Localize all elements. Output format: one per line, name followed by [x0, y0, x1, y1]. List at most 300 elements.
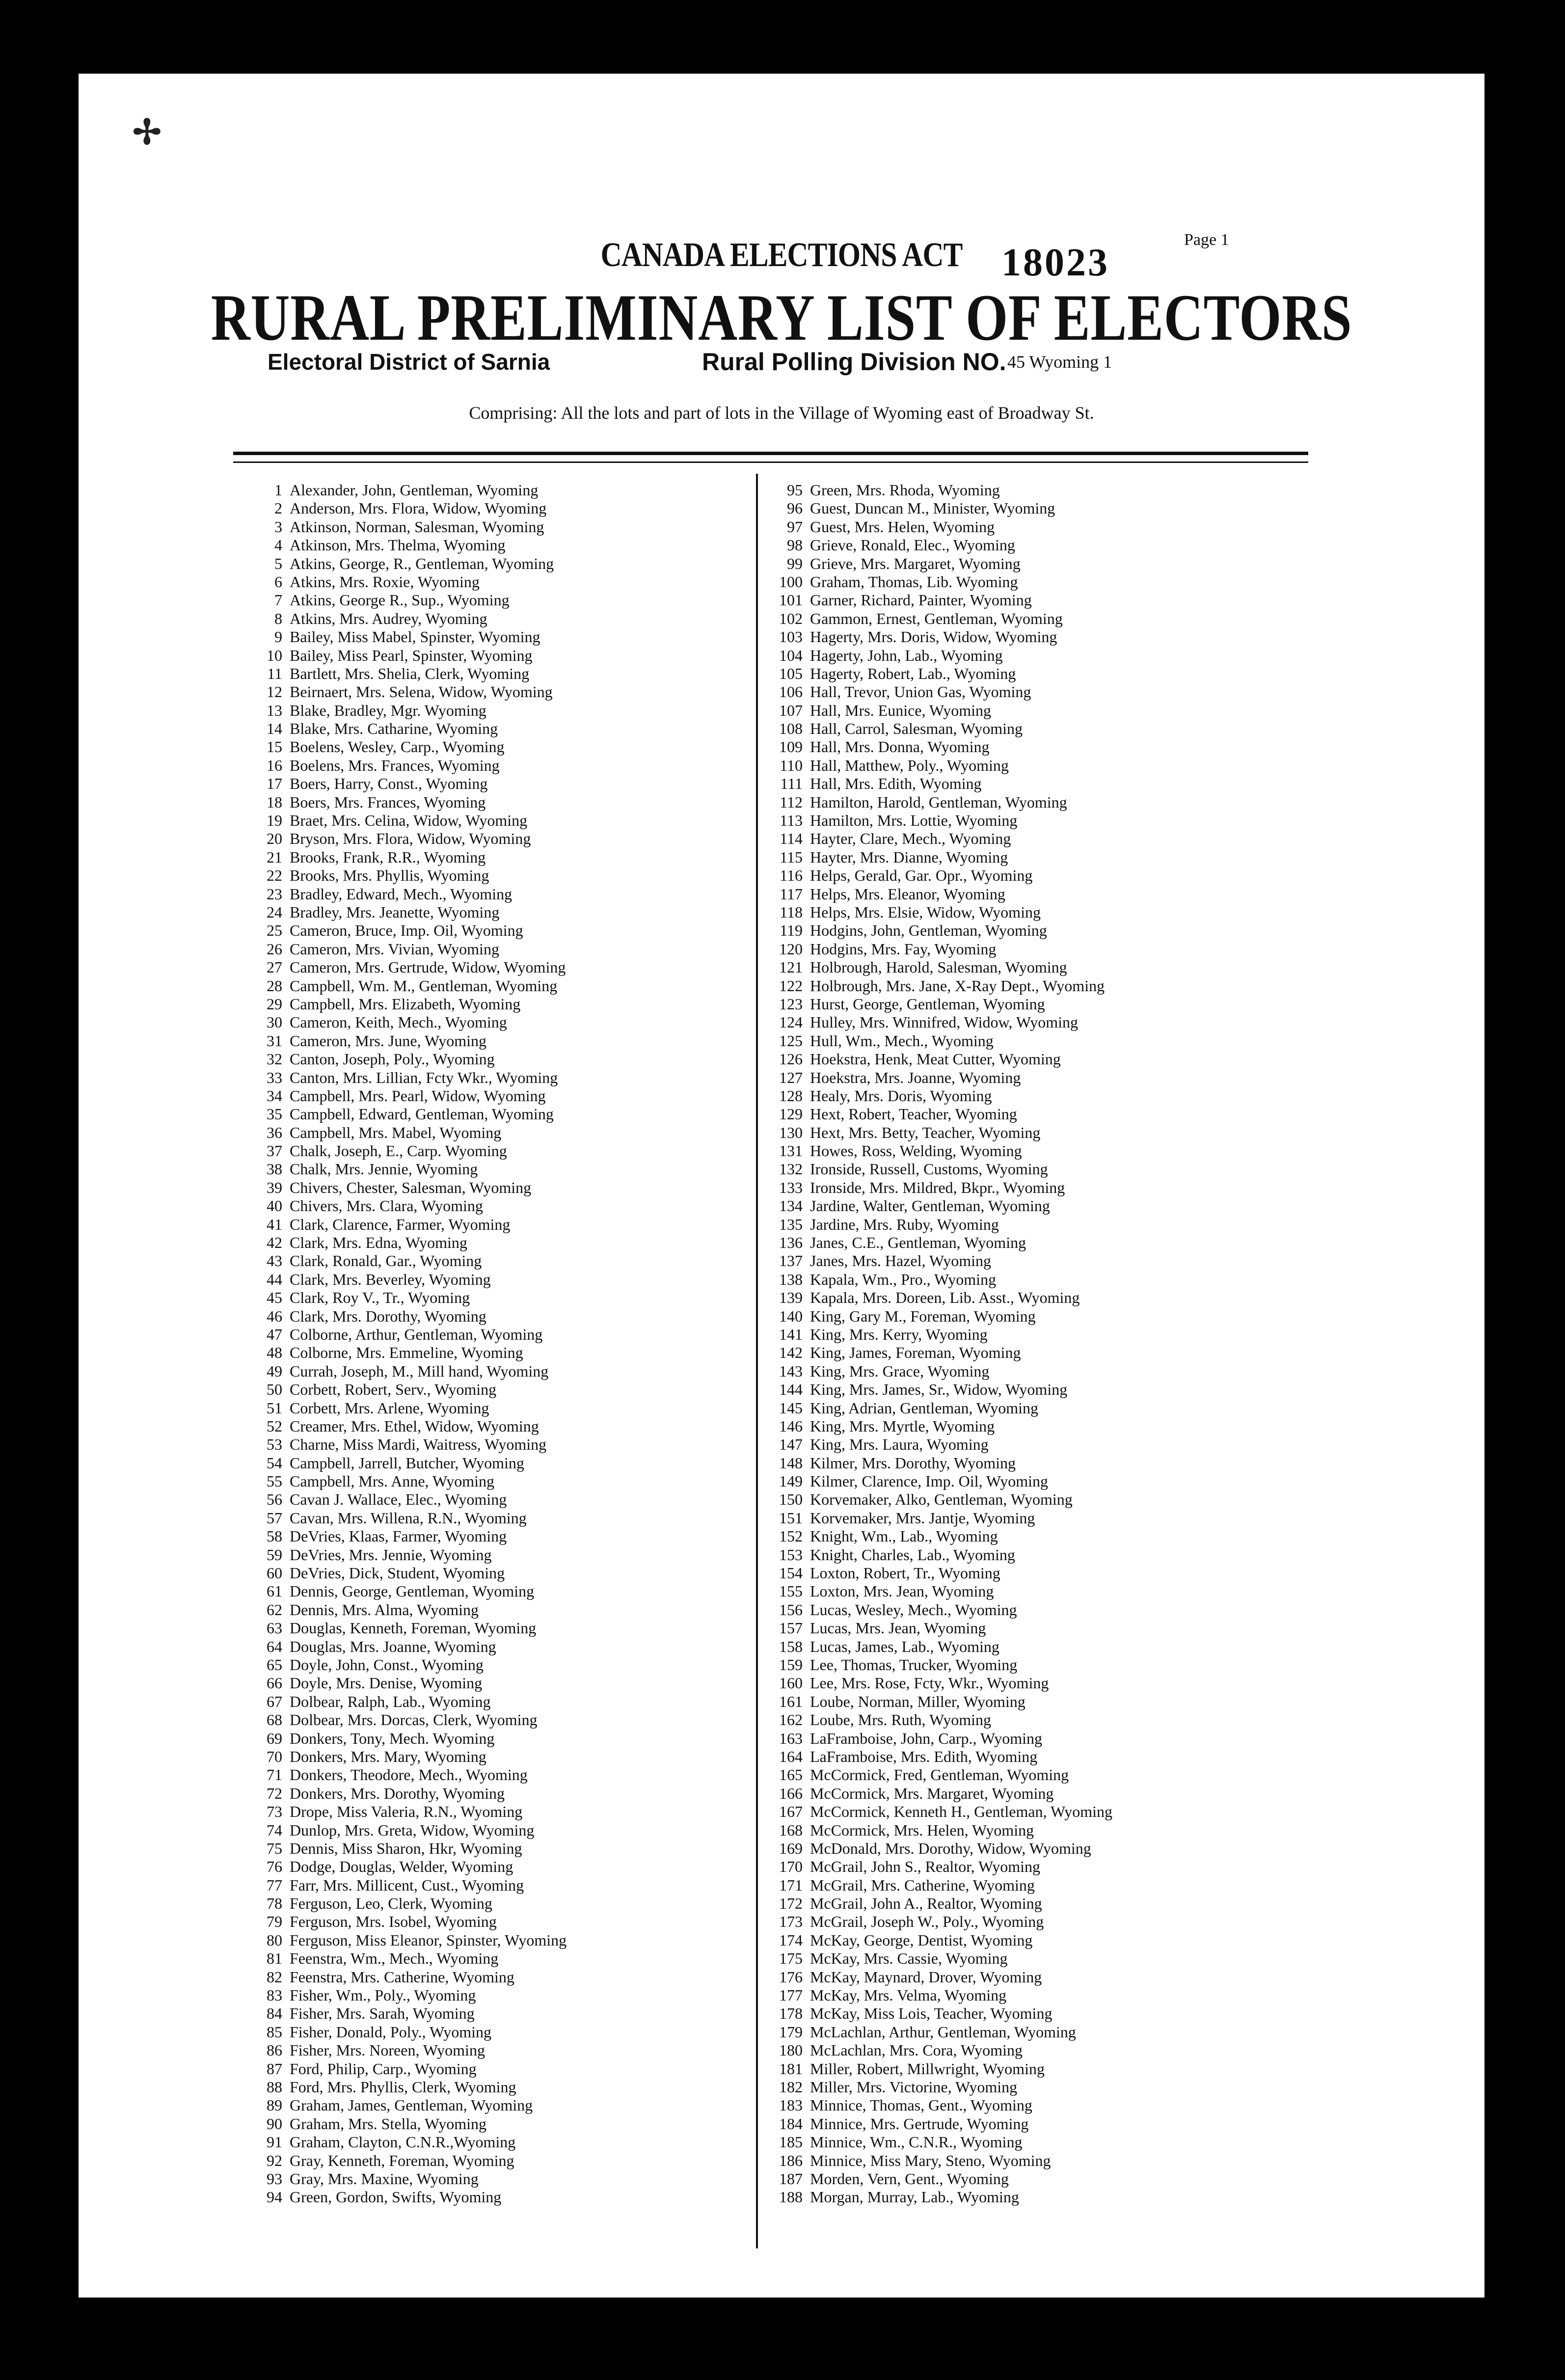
elector-number: 65	[267, 1656, 282, 1674]
elector-text: Holbrough, Mrs. Jane, X-Ray Dept., Wyoming	[810, 976, 1105, 995]
elector-entry	[746, 1289, 1311, 1307]
elector-number: 31	[267, 1031, 282, 1050]
elector-entry	[746, 866, 1311, 885]
elector-text: Campbell, Wm. M., Gentleman, Wyoming	[290, 976, 558, 995]
elector-text: Korvemaker, Alko, Gentleman, Wyoming	[810, 1490, 1073, 1509]
elector-number: 51	[267, 1399, 282, 1417]
elector-number: 112	[780, 793, 803, 811]
electors-list-right	[746, 481, 1311, 2207]
elector-entry	[226, 1527, 746, 1545]
elector-entry	[746, 610, 1311, 628]
elector-number: 87	[267, 2059, 282, 2078]
elector-entry	[746, 2170, 1311, 2188]
elector-entry	[746, 1509, 1311, 1527]
elector-number: 160	[779, 1674, 803, 1692]
elector-text: Atkins, Mrs. Roxie, Wyoming	[290, 572, 480, 591]
elector-number: 98	[787, 536, 803, 554]
elector-entry	[226, 940, 746, 958]
elector-text: Campbell, Mrs. Mabel, Wyoming	[290, 1123, 502, 1141]
document-number: 18023	[1001, 241, 1109, 284]
elector-number: 22	[267, 866, 282, 885]
elector-text: Hamilton, Mrs. Lottie, Wyoming	[810, 811, 1018, 830]
elector-entry	[226, 1124, 746, 1142]
elector-entry	[746, 1711, 1311, 1729]
elector-text: Donkers, Theodore, Mech., Wyoming	[290, 1766, 528, 1784]
elector-text: Garner, Richard, Painter, Wyoming	[810, 591, 1032, 609]
elector-number: 26	[267, 940, 282, 958]
elector-number: 38	[267, 1160, 282, 1178]
elector-entry	[226, 1785, 746, 1803]
elector-number: 69	[267, 1729, 282, 1747]
elector-entry	[746, 2004, 1311, 2023]
elector-text: Charne, Miss Mardi, Waitress, Wyoming	[290, 1435, 547, 1454]
elector-number: 145	[779, 1399, 803, 1417]
elector-text: Loxton, Mrs. Jean, Wyoming	[810, 1582, 994, 1600]
elector-entry	[226, 628, 746, 646]
elector-text: Morden, Vern, Gent., Wyoming	[810, 2169, 1009, 2188]
elector-entry	[226, 1197, 746, 1215]
elector-entry	[226, 866, 746, 885]
elector-text: Farr, Mrs. Millicent, Cust., Wyoming	[290, 1876, 524, 1894]
elector-text: Clark, Ronald, Gar., Wyoming	[290, 1252, 482, 1270]
elector-entry	[226, 1454, 746, 1472]
elector-entry	[746, 1748, 1311, 1766]
elector-number: 167	[779, 1803, 803, 1821]
elector-text: Canton, Joseph, Poly., Wyoming	[290, 1050, 495, 1068]
elector-number: 149	[779, 1472, 803, 1490]
elector-entry	[746, 1380, 1311, 1399]
elector-text: Graham, Mrs. Stella, Wyoming	[290, 2114, 486, 2133]
elector-number: 107	[779, 701, 803, 719]
elector-number: 99	[787, 554, 803, 572]
elector-number: 83	[267, 1986, 282, 2004]
elector-text: Ford, Philip, Carp., Wyoming	[290, 2059, 477, 2078]
elector-number: 80	[267, 1931, 282, 1949]
elector-entry	[226, 1619, 746, 1637]
elector-text: Colborne, Arthur, Gentleman, Wyoming	[290, 1325, 543, 1343]
elector-text: Hoekstra, Henk, Meat Cutter, Wyoming	[810, 1050, 1061, 1068]
elector-text: Hagerty, Robert, Lab., Wyoming	[810, 664, 1016, 682]
elector-entry	[746, 2060, 1311, 2078]
elector-entry	[226, 573, 746, 591]
elector-entry	[226, 1748, 746, 1766]
elector-entry	[226, 610, 746, 628]
elector-number: 24	[267, 903, 282, 921]
elector-number: 63	[267, 1619, 282, 1637]
elector-text: Ironside, Russell, Customs, Wyoming	[810, 1160, 1048, 1178]
elector-text: Cameron, Mrs. Gertrude, Widow, Wyoming	[290, 958, 566, 976]
elector-text: LaFramboise, Mrs. Edith, Wyoming	[810, 1747, 1038, 1765]
elector-number: 35	[267, 1105, 282, 1123]
elector-number: 73	[267, 1803, 282, 1821]
elector-entry	[226, 2078, 746, 2096]
elector-entry	[226, 1821, 746, 1839]
elector-entry	[746, 1638, 1311, 1656]
elector-text: McGrail, Mrs. Catherine, Wyoming	[810, 1876, 1035, 1894]
elector-entry	[746, 1527, 1311, 1545]
elector-entry	[226, 977, 746, 995]
elector-entry	[746, 2188, 1311, 2206]
elector-text: Dennis, Miss Sharon, Hkr, Wyoming	[290, 1839, 522, 1857]
elector-number: 175	[779, 1949, 803, 1968]
elector-entry	[746, 2152, 1311, 2170]
elector-entry	[226, 1803, 746, 1821]
elector-text: Boers, Mrs. Frances, Wyoming	[290, 793, 486, 811]
elector-text: Campbell, Jarrell, Butcher, Wyoming	[290, 1454, 524, 1472]
elector-number: 70	[267, 1747, 282, 1765]
elector-entry	[746, 2133, 1311, 2151]
elector-entry	[226, 1399, 746, 1417]
elector-text: Currah, Joseph, M., Mill hand, Wyoming	[290, 1362, 549, 1380]
elector-number: 34	[267, 1086, 282, 1105]
elector-number: 134	[779, 1197, 803, 1215]
elector-number: 184	[779, 2114, 803, 2133]
elector-entry	[746, 702, 1311, 720]
elector-entry	[226, 775, 746, 793]
elector-text: Alexander, John, Gentleman, Wyoming	[290, 481, 539, 499]
elector-number: 173	[779, 1913, 803, 1931]
elector-number: 118	[780, 903, 803, 921]
elector-number: 132	[779, 1160, 803, 1178]
elector-entry	[746, 757, 1311, 775]
elector-text: Dolbear, Ralph, Lab., Wyoming	[290, 1692, 491, 1710]
elector-text: Janes, Mrs. Hazel, Wyoming	[810, 1252, 991, 1270]
comprising-note: Comprising: All the lots and part of lots in the Village of Wyoming east of Broadway St.	[469, 403, 1094, 423]
elector-text: Janes, C.E., Gentleman, Wyoming	[810, 1234, 1026, 1252]
elector-text: LaFramboise, John, Carp., Wyoming	[810, 1729, 1042, 1747]
elector-entry	[226, 499, 746, 517]
elector-entry	[746, 1821, 1311, 1839]
elector-entry	[226, 1142, 746, 1160]
act-heading: CANADA ELECTIONS ACT	[600, 236, 963, 274]
elector-text: Fisher, Mrs. Noreen, Wyoming	[290, 2041, 485, 2059]
elector-number: 165	[779, 1766, 803, 1784]
elector-text: Korvemaker, Mrs. Jantje, Wyoming	[810, 1509, 1035, 1527]
elector-entry	[226, 1490, 746, 1509]
elector-text: Cameron, Mrs. June, Wyoming	[290, 1031, 486, 1050]
elector-text: Chalk, Joseph, E., Carp. Wyoming	[290, 1142, 507, 1160]
elector-text: Hall, Carrol, Salesman, Wyoming	[810, 720, 1023, 738]
elector-text: Hodgins, Mrs. Fay, Wyoming	[810, 940, 997, 958]
elector-entry	[746, 830, 1311, 848]
elector-text: King, Mrs. Kerry, Wyoming	[810, 1325, 988, 1343]
elector-entry	[226, 2133, 746, 2151]
elector-number: 79	[267, 1913, 282, 1931]
elector-number: 93	[267, 2169, 282, 2188]
elector-text: McLachlan, Arthur, Gentleman, Wyoming	[810, 2023, 1076, 2041]
elector-entry	[746, 885, 1311, 903]
elector-text: Creamer, Mrs. Ethel, Widow, Wyoming	[290, 1417, 539, 1435]
elector-number: 147	[779, 1435, 803, 1454]
elector-entry	[226, 811, 746, 830]
elector-number: 29	[267, 995, 282, 1013]
elector-number: 77	[267, 1876, 282, 1894]
elector-number: 82	[267, 1968, 282, 1986]
elector-text: Chivers, Chester, Salesman, Wyoming	[290, 1178, 532, 1196]
elector-entry	[226, 665, 746, 683]
elector-number: 170	[779, 1858, 803, 1876]
elector-text: Gray, Mrs. Maxine, Wyoming	[290, 2169, 479, 2188]
elector-text: Clark, Roy V., Tr., Wyoming	[290, 1289, 470, 1307]
elector-text: Knight, Charles, Lab., Wyoming	[810, 1545, 1015, 1564]
elector-text: Feenstra, Wm., Mech., Wyoming	[290, 1949, 499, 1968]
elector-number: 116	[780, 866, 803, 885]
elector-number: 102	[779, 609, 803, 627]
elector-number: 156	[779, 1600, 803, 1619]
elector-entry	[226, 1564, 746, 1582]
elector-text: McKay, George, Dentist, Wyoming	[810, 1931, 1033, 1949]
elector-entry	[226, 2060, 746, 2078]
elector-entry	[226, 518, 746, 536]
elector-number: 14	[267, 720, 282, 738]
elector-text: Grieve, Mrs. Margaret, Wyoming	[810, 554, 1021, 572]
elector-text: Atkinson, Norman, Salesman, Wyoming	[290, 517, 544, 536]
elector-text: Cameron, Keith, Mech., Wyoming	[290, 1013, 507, 1031]
elector-number: 41	[267, 1215, 282, 1233]
elector-number: 75	[267, 1839, 282, 1857]
elector-entry	[226, 1913, 746, 1931]
elector-number: 46	[267, 1307, 282, 1325]
elector-entry	[746, 720, 1311, 738]
elector-text: Blake, Mrs. Catharine, Wyoming	[290, 720, 498, 738]
elector-text: Fisher, Donald, Poly., Wyoming	[290, 2023, 492, 2041]
elector-entry	[226, 757, 746, 775]
elector-text: Graham, James, Gentleman, Wyoming	[290, 2096, 533, 2114]
elector-text: Green, Mrs. Rhoda, Wyoming	[810, 481, 1000, 499]
elector-entry	[746, 1931, 1311, 1949]
elector-number: 125	[779, 1031, 803, 1050]
elector-entry	[746, 1399, 1311, 1417]
elector-number: 48	[267, 1344, 282, 1362]
elector-entry	[226, 1582, 746, 1600]
elector-text: Gray, Kenneth, Foreman, Wyoming	[290, 2151, 514, 2169]
elector-entry	[226, 2096, 746, 2114]
elector-entry	[226, 738, 746, 756]
elector-text: Hall, Mrs. Edith, Wyoming	[810, 775, 982, 793]
elector-entry	[746, 499, 1311, 517]
elector-number: 138	[779, 1270, 803, 1288]
elector-text: Hayter, Mrs. Dianne, Wyoming	[810, 848, 1008, 866]
elector-entry	[226, 830, 746, 848]
elector-number: 19	[267, 811, 282, 830]
elector-text: Braet, Mrs. Celina, Widow, Wyoming	[290, 811, 528, 830]
elector-entry	[226, 1674, 746, 1692]
elector-entry	[746, 1271, 1311, 1289]
elector-text: Minnice, Mrs. Gertrude, Wyoming	[810, 2114, 1029, 2133]
elector-entry	[746, 1417, 1311, 1435]
elector-number: 103	[779, 628, 803, 646]
elector-number: 162	[779, 1711, 803, 1729]
elector-entry	[746, 1252, 1311, 1270]
elector-text: Hext, Robert, Teacher, Wyoming	[810, 1105, 1017, 1123]
elector-entry	[226, 1509, 746, 1527]
elector-number: 176	[779, 1968, 803, 1986]
elector-text: Chalk, Mrs. Jennie, Wyoming	[290, 1160, 478, 1178]
elector-number: 13	[267, 701, 282, 719]
elector-entry	[746, 738, 1311, 756]
elector-entry	[746, 1858, 1311, 1876]
elector-text: Donkers, Mrs. Dorothy, Wyoming	[290, 1784, 505, 1802]
elector-text: Morgan, Murray, Lab., Wyoming	[810, 2188, 1019, 2206]
elector-number: 16	[267, 756, 282, 774]
elector-text: Hagerty, John, Lab., Wyoming	[810, 646, 1003, 664]
elector-entry	[746, 848, 1311, 866]
elector-text: Bartlett, Mrs. Shelia, Clerk, Wyoming	[290, 664, 530, 682]
elector-number: 123	[779, 995, 803, 1013]
elector-number: 105	[779, 664, 803, 682]
elector-entry	[746, 647, 1311, 665]
elector-entry	[746, 518, 1311, 536]
elector-text: Donkers, Mrs. Mary, Wyoming	[290, 1747, 486, 1765]
elector-entry	[746, 1050, 1311, 1068]
elector-entry	[226, 1546, 746, 1564]
elector-entry	[746, 1876, 1311, 1894]
elector-entry	[746, 1344, 1311, 1362]
elector-number: 179	[779, 2023, 803, 2041]
elector-number: 137	[779, 1252, 803, 1270]
elector-text: Beirnaert, Mrs. Selena, Widow, Wyoming	[290, 683, 553, 701]
elector-entry	[226, 1362, 746, 1380]
elector-number: 177	[779, 1986, 803, 2004]
elector-text: Dennis, George, Gentleman, Wyoming	[290, 1582, 535, 1600]
elector-number: 135	[779, 1215, 803, 1233]
electoral-district: Electoral District of Sarnia	[268, 349, 550, 375]
elector-text: Kilmer, Mrs. Dorothy, Wyoming	[810, 1454, 1016, 1472]
elector-number: 15	[267, 738, 282, 756]
elector-text: King, Mrs. Laura, Wyoming	[810, 1435, 989, 1454]
elector-text: Bailey, Miss Mabel, Spinster, Wyoming	[290, 628, 540, 646]
elector-text: Hoekstra, Mrs. Joanne, Wyoming	[810, 1068, 1021, 1086]
elector-entry	[746, 1968, 1311, 1986]
elector-number: 186	[779, 2151, 803, 2169]
elector-text: Cameron, Bruce, Imp. Oil, Wyoming	[290, 921, 523, 940]
elector-entry	[226, 921, 746, 940]
elector-text: Dunlop, Mrs. Greta, Widow, Wyoming	[290, 1821, 535, 1839]
elector-text: Guest, Duncan M., Minister, Wyoming	[810, 499, 1055, 517]
elector-number: 47	[267, 1325, 282, 1343]
elector-text: Hall, Trevor, Union Gas, Wyoming	[810, 683, 1031, 701]
elector-text: Minnice, Miss Mary, Steno, Wyoming	[810, 2151, 1051, 2169]
elector-number: 180	[779, 2041, 803, 2059]
elector-number: 53	[267, 1435, 282, 1454]
elector-text: Kapala, Wm., Pro., Wyoming	[810, 1270, 997, 1288]
elector-text: Helps, Mrs. Eleanor, Wyoming	[810, 885, 1005, 903]
elector-text: Kilmer, Clarence, Imp. Oil, Wyoming	[810, 1472, 1048, 1490]
elector-number: 44	[267, 1270, 282, 1288]
elector-number: 18	[267, 793, 282, 811]
elector-text: DeVries, Mrs. Jennie, Wyoming	[290, 1545, 492, 1564]
elector-number: 32	[267, 1050, 282, 1068]
elector-text: Dodge, Douglas, Welder, Wyoming	[290, 1858, 513, 1876]
elector-number: 131	[779, 1142, 803, 1160]
elector-text: Douglas, Kenneth, Foreman, Wyoming	[290, 1619, 537, 1637]
elector-text: Jardine, Walter, Gentleman, Wyoming	[810, 1197, 1050, 1215]
elector-number: 182	[779, 2078, 803, 2096]
elector-text: Canton, Mrs. Lillian, Fcty Wkr., Wyoming	[290, 1068, 558, 1086]
elector-number: 127	[779, 1068, 803, 1086]
elector-entry	[746, 591, 1311, 609]
elector-entry	[226, 1435, 746, 1454]
elector-entry	[226, 2188, 746, 2206]
elector-entry	[226, 1271, 746, 1289]
elector-entry	[746, 1124, 1311, 1142]
header-rule-thin	[233, 461, 1308, 463]
elector-number: 119	[780, 921, 803, 940]
elector-entry	[226, 2115, 746, 2133]
elector-text: Doyle, John, Const., Wyoming	[290, 1656, 484, 1674]
elector-entry	[746, 1766, 1311, 1784]
elector-text: Dolbear, Mrs. Dorcas, Clerk, Wyoming	[290, 1711, 538, 1729]
elector-number: 128	[779, 1086, 803, 1105]
elector-entry	[226, 647, 746, 665]
elector-number: 114	[780, 830, 803, 848]
elector-text: Hall, Mrs. Donna, Wyoming	[810, 738, 990, 756]
elector-text: Clark, Clarence, Farmer, Wyoming	[290, 1215, 511, 1233]
elector-number: 4	[274, 536, 282, 554]
elector-text: Lucas, James, Lab., Wyoming	[810, 1637, 999, 1655]
elector-number: 88	[267, 2078, 282, 2096]
elector-entry	[226, 1234, 746, 1252]
elector-text: Anderson, Mrs. Flora, Widow, Wyoming	[290, 499, 547, 517]
elector-entry	[226, 1693, 746, 1711]
elector-text: McCormick, Fred, Gentleman, Wyoming	[810, 1766, 1069, 1784]
elector-number: 12	[267, 683, 282, 701]
elector-number: 62	[267, 1600, 282, 1619]
elector-number: 6	[274, 572, 282, 591]
elector-number: 168	[779, 1821, 803, 1839]
elector-number: 178	[779, 2004, 803, 2023]
elector-text: Healy, Mrs. Doris, Wyoming	[810, 1086, 992, 1105]
elector-text: Hagerty, Mrs. Doris, Widow, Wyoming	[810, 628, 1057, 646]
elector-entry	[746, 1069, 1311, 1087]
elector-text: Atkins, Mrs. Audrey, Wyoming	[290, 609, 487, 627]
elector-number: 7	[274, 591, 282, 609]
elector-text: Doyle, Mrs. Denise, Wyoming	[290, 1674, 483, 1692]
elector-text: Hodgins, John, Gentleman, Wyoming	[810, 921, 1047, 940]
elector-text: Ferguson, Miss Eleanor, Spinster, Wyoming	[290, 1931, 567, 1949]
elector-entry	[746, 628, 1311, 646]
elector-number: 28	[267, 976, 282, 995]
elector-entry	[746, 940, 1311, 958]
elector-number: 96	[787, 499, 803, 517]
elector-entry	[746, 1546, 1311, 1564]
elector-text: Campbell, Edward, Gentleman, Wyoming	[290, 1105, 554, 1123]
elector-number: 174	[779, 1931, 803, 1949]
elector-entry	[226, 555, 746, 573]
elector-entry	[746, 1325, 1311, 1344]
elector-number: 153	[779, 1545, 803, 1564]
elector-number: 154	[779, 1564, 803, 1582]
elector-text: McKay, Mrs. Cassie, Wyoming	[810, 1949, 1008, 1968]
elector-entry	[746, 1601, 1311, 1619]
elector-number: 33	[267, 1068, 282, 1086]
elector-number: 166	[779, 1784, 803, 1802]
elector-number: 90	[267, 2114, 282, 2133]
elector-entry	[226, 2170, 746, 2188]
elector-text: Helps, Mrs. Elsie, Widow, Wyoming	[810, 903, 1041, 921]
elector-entry	[746, 1307, 1311, 1325]
elector-number: 2	[274, 499, 282, 517]
elector-text: McKay, Miss Lois, Teacher, Wyoming	[810, 2004, 1052, 2023]
elector-number: 158	[779, 1637, 803, 1655]
elector-entry	[746, 573, 1311, 591]
elector-number: 9	[274, 628, 282, 646]
elector-number: 10	[267, 646, 282, 664]
elector-text: McGrail, Joseph W., Poly., Wyoming	[810, 1913, 1044, 1931]
elector-entry	[226, 1160, 746, 1178]
elector-text: Hamilton, Harold, Gentleman, Wyoming	[810, 793, 1067, 811]
elector-number: 110	[780, 756, 803, 774]
